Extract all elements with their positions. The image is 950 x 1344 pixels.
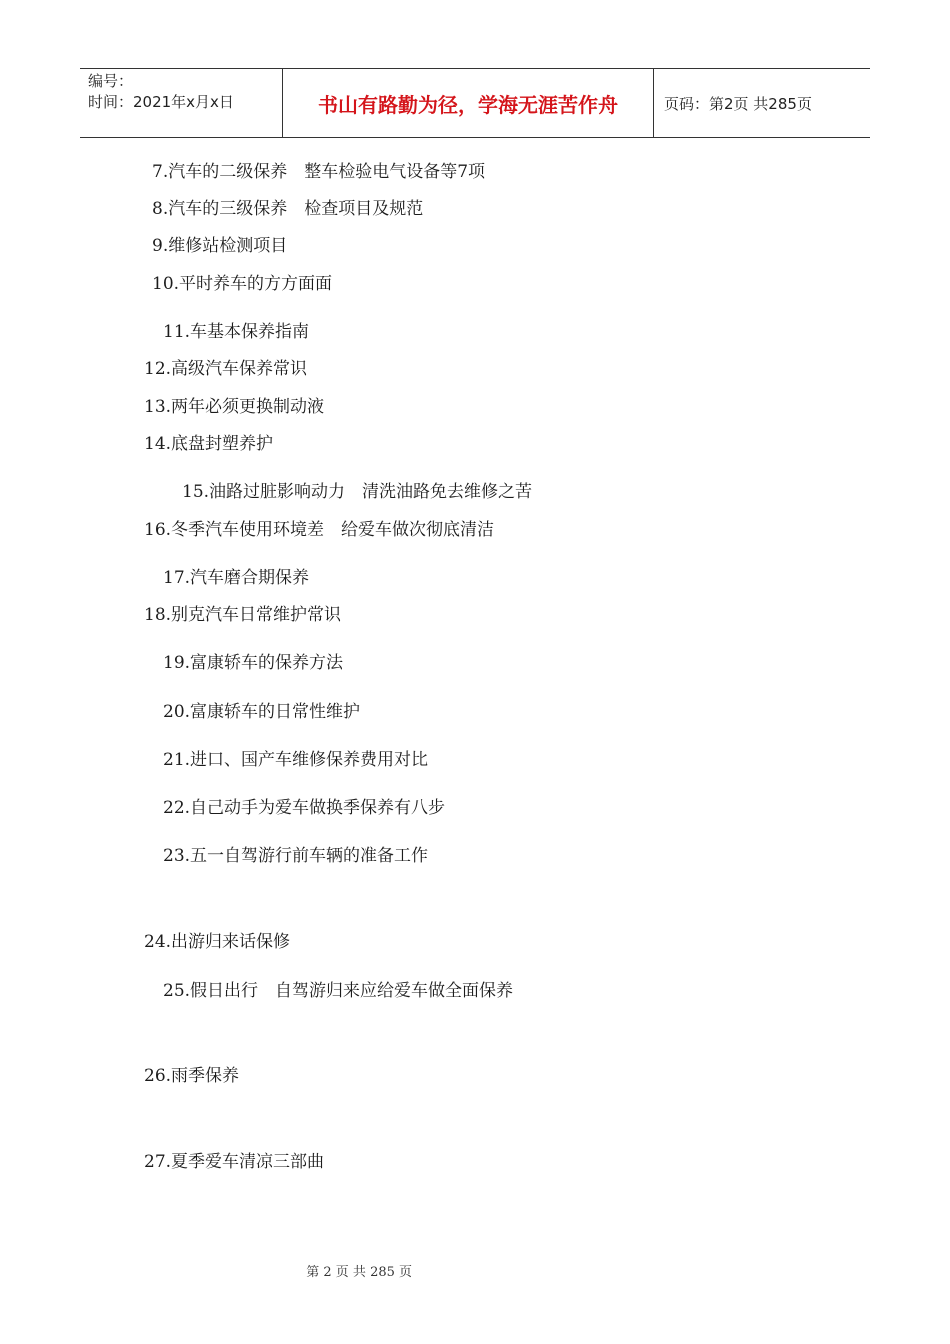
toc-item: 26.雨季保养: [144, 1066, 240, 1086]
toc-item: 17.汽车磨合期保养: [163, 568, 310, 588]
header-meta: [80, 69, 282, 137]
number-label: 编号：: [88, 72, 134, 90]
toc-item: 25.假日出行 自驾游归来应给爱车做全面保养: [163, 981, 514, 1001]
toc-item: 24.出游归来话保修: [144, 932, 291, 952]
toc-item: 16.冬季汽车使用环境差 给爱车做次彻底清洁: [144, 520, 495, 540]
toc-item: 21.进口、国产车维修保养费用对比: [163, 750, 429, 770]
toc-item: 23.五一自驾游行前车辆的准备工作: [163, 846, 429, 866]
toc-item: 9.维修站检测项目: [152, 236, 288, 256]
toc-item: 8.汽车的三级保养 检查项目及规范: [152, 199, 424, 219]
toc-item: 7.汽车的二级保养 整车检验电气设备等7项: [152, 162, 486, 182]
toc-item: 19.富康轿车的保养方法: [163, 653, 344, 673]
toc-item: 20.富康轿车的日常性维护: [163, 702, 361, 722]
toc-item: 10.平时养车的方方面面: [152, 274, 333, 294]
toc-item: 18.别克汽车日常维护常识: [144, 605, 342, 625]
toc-item: 14.底盘封塑养护: [144, 434, 274, 454]
header-motto: 书山有路勤为径，学海无涯苦作舟: [282, 69, 654, 137]
toc-item: 15.油路过脏影响动力 清洗油路免去维修之苦: [182, 482, 533, 502]
time-label: 时间：2021年x月x日: [88, 93, 234, 111]
footer-page-number: 第 2 页 共 285 页: [306, 1265, 413, 1280]
toc-item: 12.高级汽车保养常识: [144, 359, 308, 379]
header-page-info: 页码：第2页 共285页: [664, 94, 812, 113]
page-header: [80, 68, 870, 138]
toc-item: 27.夏季爱车清凉三部曲: [144, 1152, 325, 1172]
page-footer: [0, 1246, 950, 1280]
toc-item: 11.车基本保养指南: [163, 322, 310, 342]
toc-item: 13.两年必须更换制动液: [144, 397, 325, 417]
toc-item: 22.自己动手为爱车做换季保养有八步: [163, 798, 446, 818]
